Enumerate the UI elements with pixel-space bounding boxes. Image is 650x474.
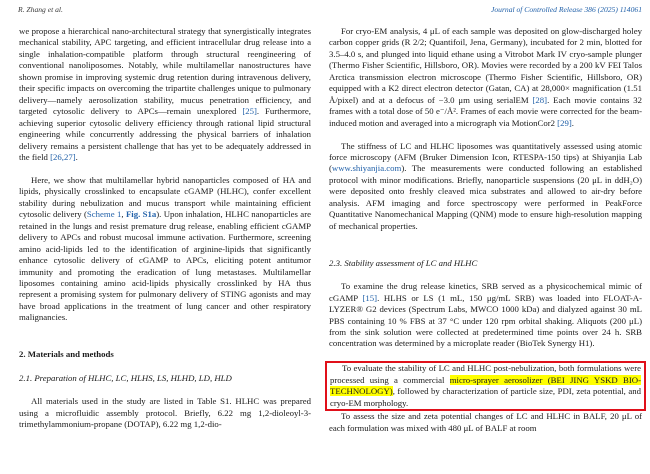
- right-column: [329, 26, 642, 434]
- text-run: ). The measurements were conducted following an established protocol with minor modifications. Briefly, nanoparticle suspensions (20 μL in ddH₂O) were deposited onto freshly cleaved mica substrates and allowed to air-dry before analysis. AFM imaging and force spectroscopy were performed in PeakForce Quantitative Nanomechanical Mapping (QNM) mode to ensure high-resolution mapping of mechanical properties.: [329, 163, 642, 231]
- text-run: The stiffness of LC and HLHC liposomes was quantitatively assessed using atomic force microscopy (AFM (Bruker Dimension Icon, RTESPA-150 tips) at Shiyanjia Lab (: [329, 140, 642, 174]
- text-run: we propose a hierarchical nano-architectural strategy that synergistically integrates mechanical stability, APC targeting, and efficient intracellular drug release into a single inhalation-compatible platform through structural reengineering of conventional nanoliposomes. Notably, while multilamellar nanostructures have shown promise in improving systemic drug retention during intravenous delivery, their specific impacts on overcoming the tripartite challenges unique to pulmonary delivery—namely aerosolization stability, mucus penetration efficiency, and targeted cytosolic delivery to APCs—remain unexplored: [19, 26, 311, 117]
- highlight-annotation-box: [325, 361, 646, 411]
- web-link[interactable]: www.shiyanjia.com: [331, 163, 402, 174]
- running-header-journal: [491, 5, 642, 14]
- balf-paragraph: To assess the size and zeta potential changes of LC and HLHC in BALF, 20 μL of each formulation was mixed with 480 μL of BALF at room: [329, 411, 642, 433]
- citation-link[interactable]: [28]: [532, 94, 548, 105]
- intro-paragraph-1: [19, 26, 311, 163]
- methods-paragraph: All materials used in the study are listed in Table S1. HLHC was prepared using a microfluidic assembly protocol. Briefly, 6.22 mg 1,2-dioleoyl-3-trimethylammonium-propane (DOTAP), 6.22 mg 1,2-dio-: [19, 396, 311, 430]
- text-run: To evaluate the stability of LC and HLHC post-nebulization, both formulations were processed using a commercial: [330, 363, 641, 385]
- text-run: . HLHS or LS (1 mL, 150 μg/mL SRB) was loaded into FLOAT-A-LYZER® G2 devices (Spectrum Labs, MWCO 1000 kDa) and dialyzed against 30 mL PBS containing 10 % FBS at 37 °C under 120 rpm orbital shaking. Aliquots (200 μL) from the sink solution were collected at predetermined time points over 24 h. SRB concentration was determined by a microplate reader (BioTek Synergy H1).: [329, 292, 642, 349]
- text-run: . Each movie contains 32 frames with a total dose of 50 e⁻/Å². Frames of each movie were corrected for the beam-induced motion and averaged into a micrograph via MotionCor2: [329, 94, 642, 128]
- citation-link[interactable]: [25]: [242, 106, 257, 117]
- cryo-em-paragraph: [329, 26, 642, 129]
- citation-link[interactable]: [26,27]: [50, 151, 76, 162]
- nebulization-paragraph: [330, 363, 641, 409]
- intro-paragraph-2: [19, 175, 311, 324]
- scheme-link[interactable]: Scheme 1: [86, 209, 122, 220]
- text-run: ,: [121, 209, 126, 220]
- left-column: [19, 26, 311, 431]
- subsection-title: 2.1. Preparation of HLHC, LC, HLHS, LS, HLHD, LD, HLD: [19, 372, 232, 383]
- figure-link[interactable]: Fig. S1a: [125, 209, 157, 220]
- subsection-title: 2.3. Stability assessment of LC and HLHC: [329, 257, 478, 268]
- text-run: . Furthermore, achieving superior cytosolic delivery efficiency through rational lipid structural engineering while concurrently addressing the physical barriers of inhalation delivery remains a persistent challenge that has yet to be adequately addressed in the field: [19, 106, 311, 162]
- afm-paragraph: [329, 141, 642, 233]
- journal-citation[interactable]: Journal of Controlled Release 386 (2025) 114061: [490, 5, 642, 14]
- text-run: Here, we show that multilamellar hybrid nanoparticles composed of HA and lipids, physically crosslinked to encapsulate cGAMP (HLHC), confer excellent stability during nebulization and mucus transport while maintaining efficient cytosolic delivery (: [19, 174, 311, 220]
- text-run: For cryo-EM analysis, 4 μL of each sample was deposited on glow-discharged holey carbon copper grids (R 2/2; Quantifoil, Jena, Germany), incubated for 2 min, blotted for 3.5–4.0 s, and plunged into liquid ethane using a Vitrobot Mark IV cryo-sample plunger (Thermo Fisher Scientific, Hillsboro, OR). Movies were recorded by a 200 kV FEI Talos Arctica transmission electron microscope (Thermo Fisher Scientific, Hillsboro, OR) equipped with a K2 direct electron detector (Gatan, CA) at 28,000× magnification (1.51 Å/pixel) and at a defocus of −3.0 μm using serialEM: [329, 26, 642, 105]
- citation-link[interactable]: [29]: [557, 117, 572, 128]
- text-run: , followed by characterization of particle size, PDI, zeta potential, and cryo-EM morphology.: [330, 386, 641, 408]
- citation-link[interactable]: [15]: [362, 292, 378, 303]
- section-title: 2. Materials and methods: [19, 349, 114, 360]
- text-run: .: [75, 151, 78, 162]
- text-run: To examine the drug release kinetics, SRB served as a physicochemical mimic of cGAMP: [329, 281, 642, 303]
- text-run: ). Upon inhalation, HLHC nanoparticles are retained in the lungs and resist premature drug release, enabling efficient cGAMP delivery to APCs and robust mucosal immune activation. Furthermore, screening amino acid-lipids led to the identification of arginine-lipids that significantly enhance cytosolic delivery of cGAMP to APCs, eliciting potent antitumor immunity and promoting the eradication of lung metastases. Multilamellar liposomes containing amino acid-lipids physically crosslinked by HA thus represent a promising system for pulmonary delivery of STING agonists and may have broad applications in the treatment of lung cancer and other respiratory malignancies.: [19, 209, 311, 323]
- text-run: .: [571, 117, 574, 128]
- highlighted-text[interactable]: micro-sprayer aerosolizer (BEI JING YSKD BIO-TECHNOLOGY): [330, 374, 641, 397]
- running-header-authors: R. Zhang et al.: [18, 5, 63, 14]
- release-paragraph: [329, 281, 642, 350]
